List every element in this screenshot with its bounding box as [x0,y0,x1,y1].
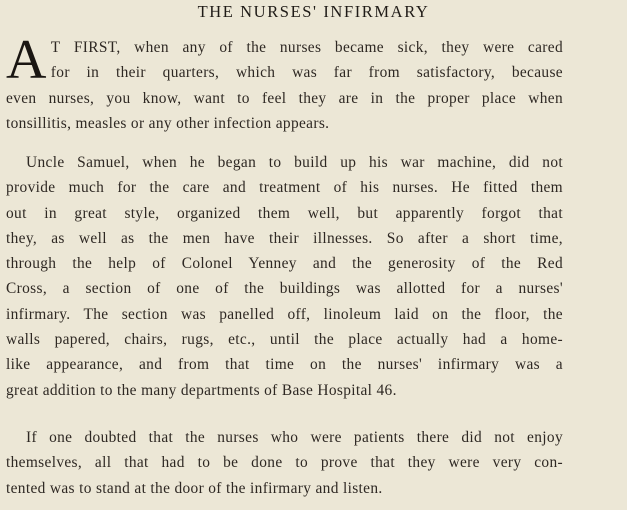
text-line: If one doubted that the nurses who were patients there did not enjoy [26,429,563,446]
text-line: through the help of Colonel Yenney and the generosity of the Red [6,255,563,273]
drop-cap: A [6,29,47,91]
text-line: they, as well as the men have their illnesses. So after a short time, [6,229,563,247]
text-line: like appearance, and from that time on the nurses' infirmary was a [6,356,563,374]
text-line: Uncle Samuel, when he began to build up his war machine, did not [26,154,563,171]
paragraph-3 [6,425,563,501]
page-title: THE NURSES' INFIRMARY [197,2,430,21]
text-line: themselves, all that had to be done to prove that they were very con- [6,454,563,472]
text-line: T FIRST, when any of the nurses became sick, they were cared [50,39,563,56]
text-line: great addition to the many departments of Base Hospital 46. [6,381,397,399]
text-line: infirmary. The section was panelled off, linoleum laid on the floor, the [6,305,563,323]
text-line: Cross, a section of one of the buildings was allotted for a nurses' [6,280,563,298]
text-line: tented was to stand at the door of the infirmary and listen. [6,479,383,497]
paragraph-2 [6,150,563,403]
text-line: even nurses, you know, want to feel they are in the proper place when [6,89,563,107]
text-line: for in their quarters, which was far from satisfactory, because [50,64,563,82]
text-line: tonsillitis, measles or any other infection appears. [6,114,330,132]
text-line: provide much for the care and treatment of his nurses. He fitted them [6,179,563,197]
text-line: walls papered, chairs, rugs, etc., until the place actually had a home- [6,331,563,349]
paragraph-1 [6,29,563,136]
text-line: out in great style, organized them well, but apparently forgot that [6,204,563,222]
